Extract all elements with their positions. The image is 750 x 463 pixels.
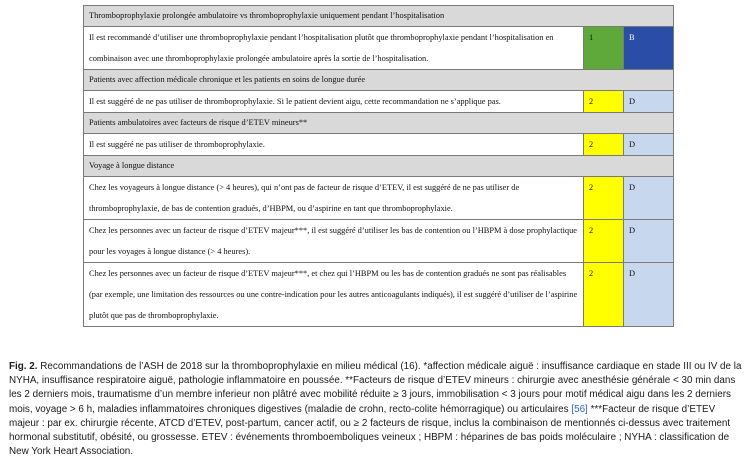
section-header-row: [84, 70, 674, 91]
section-header-row: [84, 156, 674, 177]
caption-text: Recommandations de l’ASH de 2018 sur la thromboprophylaxie en milieu médical (16). *affection médicale aiguë : insuffisance cardiaque en stade III ou IV de la NYHA, insuffisance respiratoire aiguë, pathologie inflammatoire en poussée. **Facteurs de risque d’ETEV mineurs : chirurgie avec anesthésie générale < 30 min dans les 2 derniers mois, traumatisme d’un membre inferieur non plâtré avec mobilité réduite ≥ 3 jours, immobilisation < 3 jours pour motif médical aigu dans les 2 derniers mois, voyage > 6 h, maladies inflammatoires chroniques digestives (maladie de crohn, recto-colite hémorragique) ou articulaires: [9, 361, 742, 415]
evidence-quality-low: D: [624, 91, 674, 113]
table-row: [84, 263, 674, 327]
table-row: [84, 91, 674, 113]
section-header-extended-prophylaxis: Thromboprophylaxie prolongée ambulatoire vs thromboprophylaxie uniquement pendant l’hospitalisation: [84, 6, 674, 27]
recommendation-grade-weak: 2: [584, 177, 624, 220]
recommendation-grade-weak: 2: [584, 220, 624, 263]
figure-caption: [9, 360, 744, 459]
recommendation-grade-weak: 2: [584, 91, 624, 113]
section-header-row: [84, 6, 674, 27]
table-row: [84, 177, 674, 220]
figure-label: Fig. 2.: [9, 361, 38, 372]
recommendation-grade-weak: 2: [584, 263, 624, 327]
recommendation-grade-strong: 1: [584, 27, 624, 70]
recommendation-text: Il est suggéré ne pas utiliser de thromboprophylaxie.: [84, 134, 584, 156]
table-row: [84, 220, 674, 263]
evidence-quality-low: D: [624, 220, 674, 263]
evidence-quality-low: D: [624, 263, 674, 327]
section-header-chronic-disease: Patients avec affection médicale chronique et les patients en soins de longue durée: [84, 70, 674, 91]
recommendation-text: Chez les personnes avec un facteur de risque d’ETEV majeur***, et chez qui l’HBPM ou les bas de contention gradués ne sont pas réalisables (par exemple, une limitation des ressources ou une contre-indication pour les autres anticoagulants indiqués), il est suggéré d’utiliser de l’aspirine plutôt que pas de thromboprophylaxie.: [84, 263, 584, 327]
reference-link[interactable]: [56]: [571, 403, 588, 415]
recommendation-grade-weak: 2: [584, 134, 624, 156]
recommendation-text: Chez les voyageurs à longue distance (> 4 heures), qui n’ont pas de facteur de risque d’ETEV, il est suggéré de ne pas utiliser de thromboprophylaxie, de bas de contention gradués, d’HBPM, ou d’aspirine en tant que thromboprophylaxie.: [84, 177, 584, 220]
recommendation-text: Il est suggéré de ne pas utiliser de thromboprophylaxie. Si le patient devient aigu, cette recommandation ne s’applique pas.: [84, 91, 584, 113]
recommendation-text: Il est recommandé d’utiliser une thromboprophylaxie pendant l’hospitalisation plutôt que thromboprophylaxie pendant l’hospitalisation en combinaison avec une thromboprophylaxie prolongée ambulatoire après la sortie de l’hospitalisation.: [84, 27, 584, 70]
recommendations-table: [83, 5, 674, 327]
recommendation-text: Chez les personnes avec un facteur de risque d’ETEV majeur***, il est suggéré d’utiliser les bas de contention ou l’HBPM à dose prophylactique pour les voyages à longue distance (> 4 heures).: [84, 220, 584, 263]
evidence-quality-low: D: [624, 177, 674, 220]
table-row: [84, 134, 674, 156]
section-header-row: [84, 113, 674, 134]
section-header-long-distance-travel: Voyage à longue distance: [84, 156, 674, 177]
evidence-quality-high: B: [624, 27, 674, 70]
section-header-minor-risk-outpatients: Patients ambulatoires avec facteurs de risque d’ETEV mineurs**: [84, 113, 674, 134]
table-row: [84, 27, 674, 70]
evidence-quality-low: D: [624, 134, 674, 156]
caption-text-continued: ***Facteur de risque d’ETEV majeur : par ex. chirurgie récente, ATCD d’ETEV, post-partum, cancer actif, ou ≥ 2 facteurs de risque, inclus la combinaison de mentionnés ci-dessus avec traitement hormonal substitutif, obésité, ou grossesse. ETEV : événements thromboemboliques veineux ; HBPM : héparines de bas poids moléculaire ; NYHA : classification de New York Heart Association.: [9, 403, 731, 458]
